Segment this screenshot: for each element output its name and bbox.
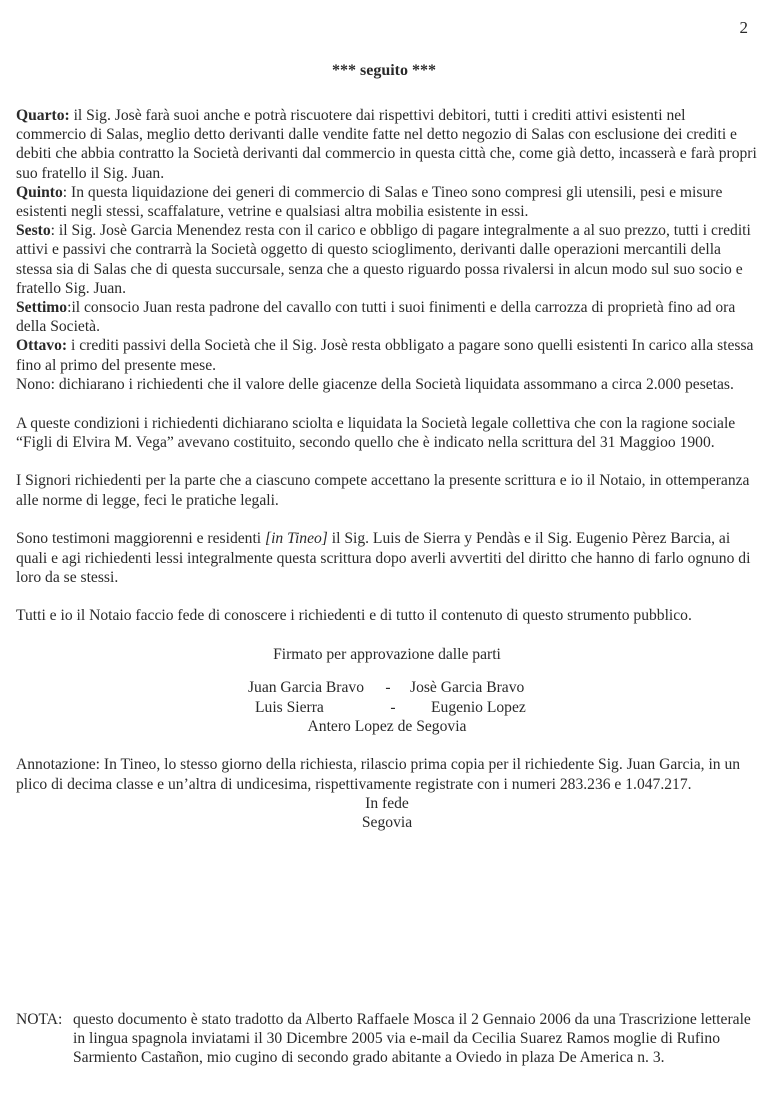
paragraph-conditions: A queste condizioni i richiedenti dichiarano sciolta e liquidata la Società legale collettiva che con la ragione sociale “Figli di Elvira M. Vega” avevano costituito, secondo quello che è indicato nella scrittura del 31 Maggioo 1900. bbox=[16, 414, 736, 451]
clause-label: Quarto: bbox=[16, 107, 70, 124]
document-title: *** seguito *** bbox=[332, 62, 436, 79]
clause-ottavo bbox=[16, 336, 758, 374]
closing-signature: Segovia bbox=[361, 814, 413, 832]
paragraph-witnesses bbox=[16, 529, 758, 587]
clause-label: Sesto bbox=[16, 222, 51, 240]
signature-name: Luis Sierra bbox=[255, 698, 324, 716]
clause-label: Ottavo: bbox=[16, 337, 68, 355]
clause-text: :il consocio Juan resta padrone del cavallo con tutti i suoi finimenti e della carrozza di proprietà fino ad ora della Società. bbox=[16, 299, 736, 336]
clause-quinto bbox=[16, 183, 758, 221]
witnesses-text-after: il Sig. Luis de Sierra y Pendàs e il Sig. Eugenio Pèrez Barcia, ai quali e agi richiedenti lessi integralmente questa scrittura dopo averli avvertiti del diritto che hanno di farlo ognuno di loro da se stessi. bbox=[16, 530, 751, 586]
translation-note bbox=[16, 1010, 758, 1068]
paragraph-faith: Tutti e io il Notaio faccio fede di conoscere i richiedenti e di tutto il contenuto di questo strumento pubblico. bbox=[16, 607, 692, 625]
annotation: Annotazione: In Tineo, lo stesso giorno della richiesta, rilascio prima copia per il richiedente Sig. Juan Garcia, in un plico di decima classe e un’altra di undicesima, rispettivamente registrate con i numeri 283.236 e 1.047.217. bbox=[16, 756, 741, 793]
clause-text: i crediti passivi della Società che il Sig. Josè resta obbligato a pagare sono quelli esistenti In carico alla stessa fino al primo del presente mese. bbox=[16, 337, 754, 374]
signatures-heading: Firmato per approvazione dalle parti bbox=[273, 646, 501, 664]
clause-label: Quinto bbox=[16, 183, 63, 201]
signature-name: Antero Lopez de Segovia bbox=[307, 717, 467, 735]
signature-name: Juan Garcia Bravo bbox=[247, 679, 364, 697]
signature-name: Eugenio Lopez bbox=[431, 698, 526, 716]
signatures-block bbox=[16, 678, 758, 736]
signature-row bbox=[16, 678, 758, 697]
clause-sesto bbox=[16, 221, 758, 298]
note-text: questo documento è stato tradotto da Alberto Raffaele Mosca il 2 Gennaio 2006 da una Trascrizione letterale in lingua spagnola inviatami il 30 Dicembre 2005 via e-mail da Cecilia Suarez Ramos moglie di Rufino Sarmiento Castañon, mio cugino di secondo grado abitante a Oviedo in plaza De America n. 3. bbox=[73, 1011, 751, 1067]
clause-text: Nono: dichiarano i richiedenti che il valore delle giacenze della Società liquidata assommano a circa 2.000 pesetas. bbox=[16, 375, 734, 393]
clause-text: : In questa liquidazione dei generi di commercio di Salas e Tineo sono compresi gli utensili, pesi e misure esistenti negli stessi, scaffalature, vetrine e qualsiasi altra mobilia esistente in essi. bbox=[16, 183, 723, 221]
clause-settimo bbox=[16, 298, 758, 336]
clause-quarto bbox=[16, 106, 758, 183]
clause-text: : il Sig. Josè Garcia Menendez resta con il carico e obbligo di pagare integralmente a al suo prezzo, tutti i crediti attivi e passivi che contrarrà la Società oggetto di questo scioglimento, derivanti dalle operazioni mercantili della stessa sia di Salas che di questa succursale, senza che a questo riguardo possa rivalersi in alcun modo sul suo socio e fratello Sig. Juan. bbox=[16, 222, 751, 297]
signature-separator: - bbox=[385, 679, 391, 697]
closing-in-fede: In fede bbox=[365, 794, 409, 812]
clause-label: Settimo bbox=[16, 299, 68, 317]
clause-nono bbox=[16, 375, 758, 394]
document-body bbox=[16, 106, 758, 832]
clause-text: il Sig. Josè farà suoi anche e potrà riscuotere dai rispettivi debitori, tutti i crediti attivi esistenti nel commercio di Salas, meglio detto derivanti dalle vendite fatte nel detto negozio di Salas con esclusione dei crediti e debiti che abbia contratto la Società derivanti dal commercio in questa città che, come già detto, incasserà e farà propri suo fratello il Sig. Juan. bbox=[16, 107, 757, 182]
note-label: NOTA: bbox=[16, 1011, 63, 1028]
witnesses-text-before: Sono testimoni maggiorenni e residenti bbox=[16, 530, 266, 548]
page-number: 2 bbox=[739, 18, 748, 37]
witnesses-location: [in Tineo] bbox=[265, 530, 328, 548]
signature-name: Josè Garcia Bravo bbox=[410, 679, 525, 697]
signature-separator: - bbox=[390, 698, 396, 716]
signature-row bbox=[16, 698, 758, 717]
paragraph-acceptance: I Signori richiedenti per la parte che a ciascuno compete accettano la presente scrittura e io il Notaio, in ottemperanza alle norme di legge, feci le pratiche legali. bbox=[16, 472, 750, 509]
